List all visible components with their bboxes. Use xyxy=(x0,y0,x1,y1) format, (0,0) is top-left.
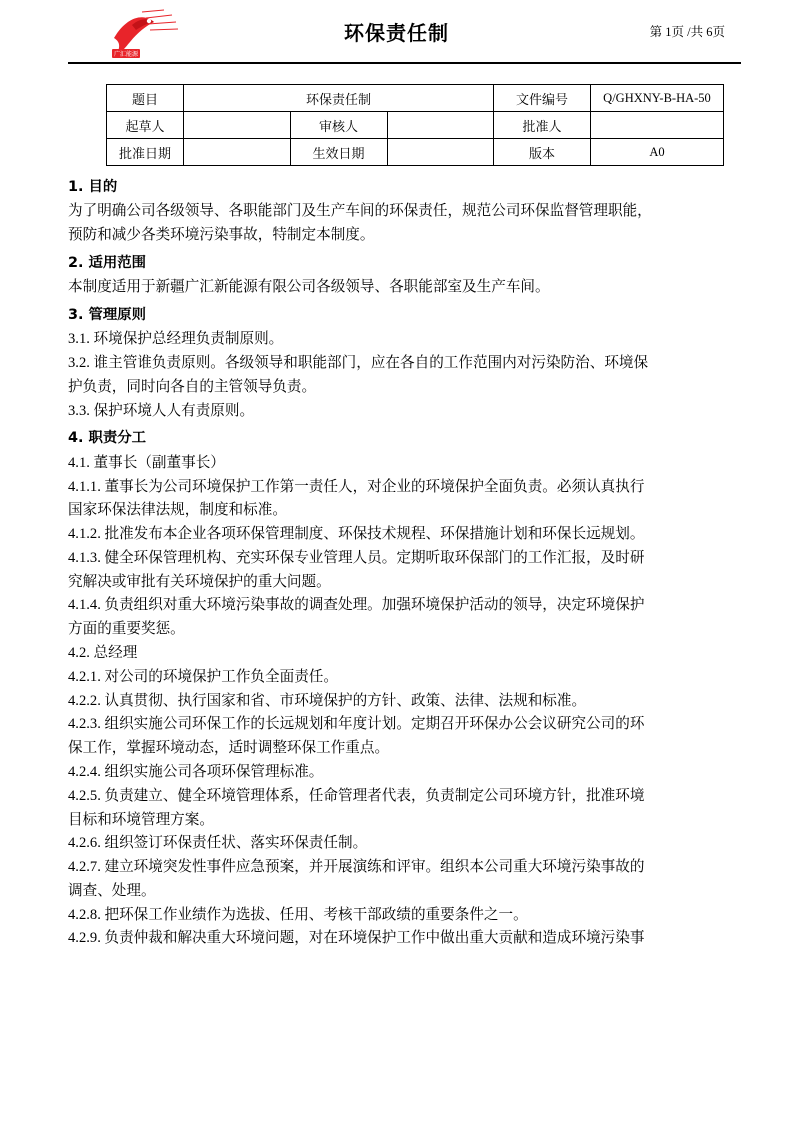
cell-title-label: 题目 xyxy=(107,85,184,112)
header-divider xyxy=(68,62,741,64)
section-paragraph: 3.2. 谁主管谁负责原则。各级领导和职能部门，应在各自的工作范围内对污染防治、环境保 xyxy=(68,355,649,372)
document-info-table xyxy=(106,84,724,166)
cell-effective-date-value xyxy=(387,139,494,166)
section-heading-principles: 3. 管理原则 xyxy=(68,307,147,323)
section-paragraph: 4.2.7. 建立环境突发性事件应急预案，并开展演练和评审。组织本公司重大环境污染事故的 xyxy=(68,859,645,876)
page-header xyxy=(68,0,725,62)
section-paragraph: 目标和环境管理方案。 xyxy=(68,811,214,828)
section-paragraph: 保工作，掌握环境动态，适时调整环保工作重点。 xyxy=(68,740,390,757)
section-paragraph: 为了明确公司各级领导、各职能部门及生产车间的环保责任，规范公司环保监督管理职能， xyxy=(68,203,652,220)
cell-version-label: 版本 xyxy=(494,139,591,166)
cell-reviewer-value xyxy=(387,112,494,139)
table-row xyxy=(107,139,724,166)
section-paragraph: 4.2.6. 组织签订环保责任状、落实环保责任制。 xyxy=(68,835,368,852)
section-paragraph: 方面的重要奖惩。 xyxy=(68,621,185,638)
table-row xyxy=(107,85,724,112)
section-paragraph: 4.1.1. 董事长为公司环境保护工作第一责任人，对企业的环境保护全面负责。必须认真执行 xyxy=(68,478,645,495)
section-paragraph: 3.1. 环境保护总经理负责制原则。 xyxy=(68,331,284,348)
svg-text:广汇能源: 广汇能源 xyxy=(113,51,139,59)
section-paragraph: 本制度适用于新疆广汇新能源有限公司各级领导、各职能部室及生产车间。 xyxy=(68,279,550,296)
section-paragraph: 4.2.1. 对公司的环境保护工作负全面责任。 xyxy=(68,668,338,685)
document-body xyxy=(68,176,725,951)
cell-approver-label: 批准人 xyxy=(494,112,591,139)
section-heading-purpose: 1. 目的 xyxy=(68,179,118,195)
section-paragraph: 究解决或审批有关环境保护的重大问题。 xyxy=(68,573,331,590)
section-paragraph: 调查、处理。 xyxy=(68,882,156,899)
section-paragraph: 护负责，同时向各自的主管领导负责。 xyxy=(68,378,317,395)
section-heading-scope: 2. 适用范围 xyxy=(68,254,147,271)
section-paragraph: 4.2.4. 组织实施公司各项环保管理标准。 xyxy=(68,763,324,780)
section-paragraph: 3.3. 保护环境人人有责原则。 xyxy=(68,402,255,419)
section-paragraph: 4.1. 董事长（副董事长） xyxy=(68,454,225,471)
section-paragraph: 国家环保法律法规，制度和标准。 xyxy=(68,502,287,519)
section-paragraph: 4.1.2. 批准发布本企业各项环保管理制度、环保技术规程、环保措施计划和环保长远规划。 xyxy=(68,526,645,543)
cell-approver-value xyxy=(591,112,724,139)
page-title: 环保责任制 xyxy=(344,20,449,45)
cell-effective-date-label: 生效日期 xyxy=(290,139,387,166)
cell-drafter-value xyxy=(184,112,291,139)
section-paragraph: 4.2. 总经理 xyxy=(68,645,138,662)
section-paragraph: 4.2.2. 认真贯彻、执行国家和省、市环境保护的方针、政策、法律、法规和标准。 xyxy=(68,692,587,709)
section-paragraph: 4.2.3. 组织实施公司环保工作的长远规划和年度计划。定期召开环保办公会议研究公司的环 xyxy=(68,716,645,733)
cell-drafter-label: 起草人 xyxy=(107,112,184,139)
cell-reviewer-label: 审核人 xyxy=(290,112,387,139)
section-heading-responsibilities: 4. 职责分工 xyxy=(68,430,147,447)
section-paragraph: 4.1.4. 负责组织对重大环境污染事故的调查处理。加强环境保护活动的领导，决定环境保护 xyxy=(68,597,645,614)
cell-title-value: 环保责任制 xyxy=(184,85,494,112)
cell-version-value: A0 xyxy=(591,139,724,166)
table-row xyxy=(107,112,724,139)
cell-doc-number-label: 文件编号 xyxy=(494,85,591,112)
company-logo-icon xyxy=(102,8,184,60)
section-paragraph: 4.1.3. 健全环保管理机构、充实环保专业管理人员。定期听取环保部门的工作汇报，及时研 xyxy=(68,549,645,566)
section-paragraph: 4.2.8. 把环保工作业绩作为选拔、任用、考核干部政绩的重要条件之一。 xyxy=(68,906,528,923)
section-paragraph: 预防和减少各类环境污染事故，特制定本制度。 xyxy=(68,227,375,244)
section-paragraph: 4.2.5. 负责建立、健全环境管理体系，任命管理者代表，负责制定公司环境方针，批准环境 xyxy=(68,787,645,804)
page-number: 第 1页 /共 6页 xyxy=(649,25,725,39)
cell-approval-date-label: 批准日期 xyxy=(107,139,184,166)
cell-approval-date-value xyxy=(184,139,291,166)
section-paragraph: 4.2.9. 负责仲裁和解决重大环境问题，对在环境保护工作中做出重大贡献和造成环境污染事 xyxy=(68,930,645,947)
cell-doc-number-value: Q/GHXNY-B-HA-50 xyxy=(591,85,724,112)
